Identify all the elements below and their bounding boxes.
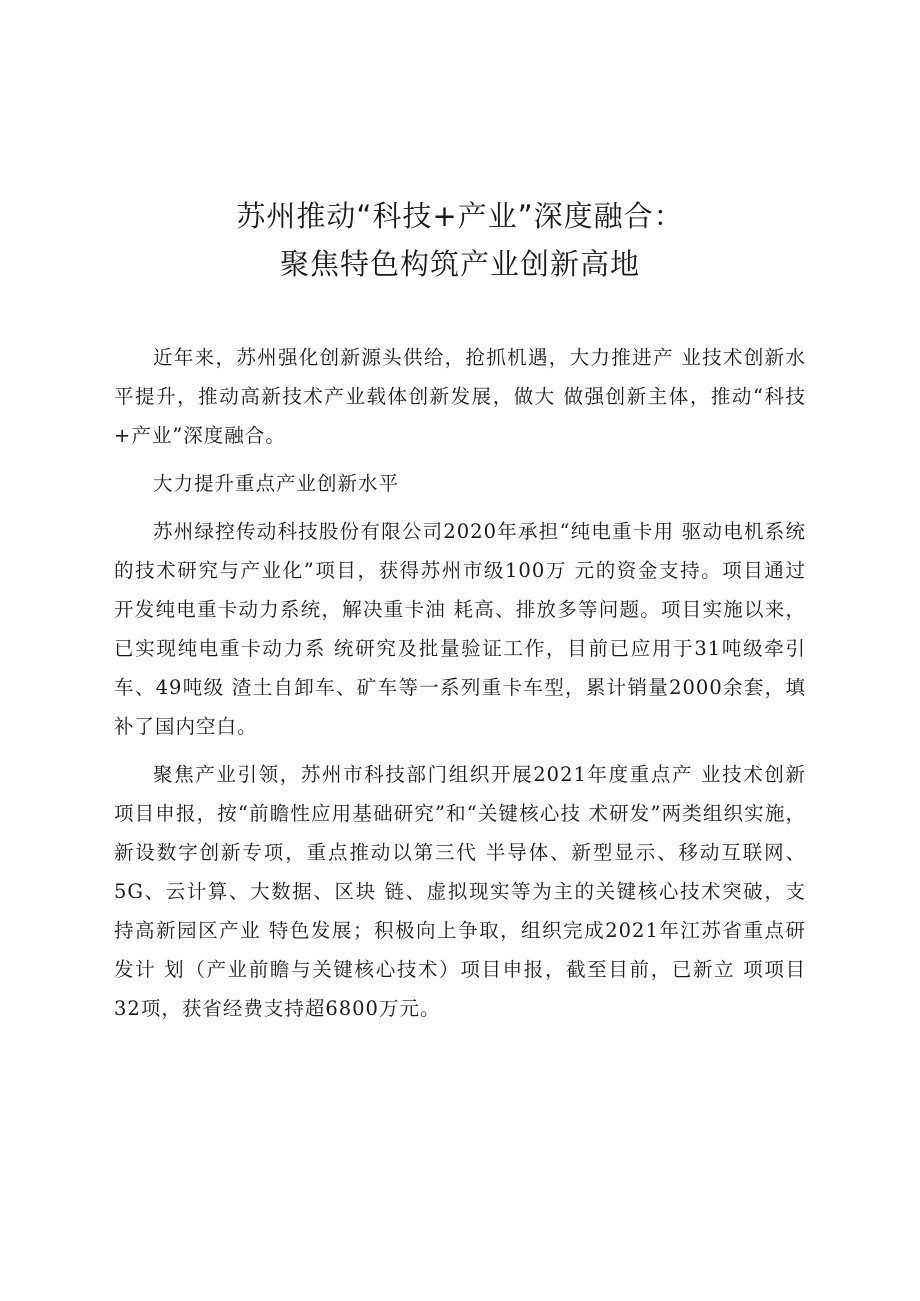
section-heading: 大力提升重点产业创新水平 [153, 472, 400, 495]
document-body [114, 338, 806, 1037]
title-line-1: 苏州推动“科技+产业”深度融合： [236, 199, 684, 233]
paragraph-intro: 近年来，苏州强化创新源头供给，抢抓机遇，大力推进产 业技术创新水平提升，推动高新技术产业载体创新发展，做大 做强创新主体，推动“科技+产业”深度融合。 [114, 346, 806, 447]
document-title [0, 192, 920, 288]
title-line-2: 聚焦特色构筑产业创新高地 [279, 247, 640, 281]
paragraph-case: 苏州绿控传动科技股份有限公司2020年承担“纯电重卡用 驱动电机系统的技术研究与产业化”项目，获得苏州市级100万 元的资金支持。项目通过开发纯电重卡动力系统，解决重卡油 耗高、排放多等问题。项目实施以来，已实现纯电重卡动力系 统研究及批量验证工作，目前已应用于31吨级牵引车、49吨级 渣土自卸车、矿车等一系列重卡车型，累计销量2000余套，填 补了国内空白。 [114, 520, 806, 738]
paragraph-projects: 聚焦产业引领，苏州市科技部门组织开展2021年度重点产 业技术创新项目申报，按“前瞻性应用基础研究”和“关键核心技 术研发”两类组织实施，新设数字创新专项，重点推动以第三代 半导体、新型显示、移动互联网、5G、云计算、大数据、区块 链、虚拟现实等为主的关键核心技术突破，支持高新园区产业 特色发展；积极向上争取，组织完成2021年江苏省重点研发计 划（产业前瞻与关键核心技术）项目申报，截至目前，已新立 项项目32项，获省经费支持超6800万元。 [114, 763, 806, 1020]
